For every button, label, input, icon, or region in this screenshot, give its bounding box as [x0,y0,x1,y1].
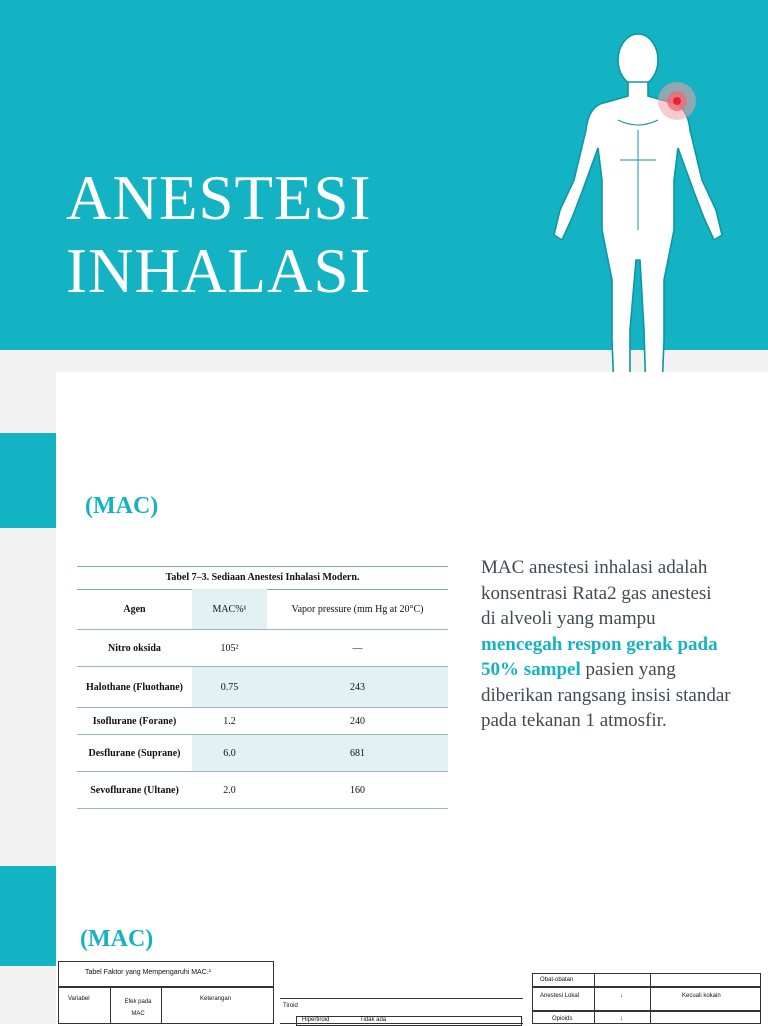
cell-agent: Sevoflurane (Ultane) [90,784,179,796]
table-caption: Tabel 7–3. Sediaan Anestesi Inhalasi Modern. [77,566,448,590]
mac-heading: (MAC) [85,493,159,519]
cell-mac: 105² [192,630,267,666]
cell-vapor: 160 [350,784,365,796]
obat-label: Obat-obatan [540,977,574,983]
cell-agent: Nitro oksida [108,642,161,654]
cell-mac: 2.0 [223,784,236,796]
table-row [77,735,448,772]
factors-table-title: Tabel Faktor yang Mempengaruhi MAC.¹ [85,969,212,976]
header-vapor: Vapor pressure (mm Hg at 20°C) [291,603,424,615]
definition-text-end: pasien yang diberikan rangsang insisi standar pada tekanan 1 atmosfir. [481,659,731,731]
table-header-row [77,589,448,630]
hipertiroid-row [296,1016,522,1026]
mac-definition-text [481,555,731,734]
tidak-ada-label: Tidak ada [360,1017,387,1023]
human-body-illustration [540,30,740,410]
header-efek: Efek pada MAC [124,999,152,1017]
table-row [77,630,448,667]
tiroid-label: Tiroid [283,1003,298,1009]
cell-mac: 1.2 [223,715,236,727]
title-line-2: INHALASI [66,236,372,306]
cell-agent: Desflurane (Suprane) [88,747,181,759]
title-line-1: ANESTESI [66,163,372,233]
header-keterangan: Keterangan [200,996,232,1002]
cell-agent: Isoflurane (Forane) [92,715,177,727]
opioids-effect: ↓ [620,1016,623,1022]
definition-text-start: MAC anestesi inhalasi adalah konsentrasi Rata2 gas anestesi di alveoli yang mampu [481,557,712,629]
definition-highlight: mencegah respon gerak pada 50% sampel [481,633,718,680]
anestesi-lokal-effect: ↓ [620,993,623,999]
cell-vapor: 681 [267,735,448,771]
header-agen: Agen [123,603,146,615]
table-row [77,708,448,735]
opioids-label: Opioids [552,1016,573,1022]
anestesi-lokal-label: Anestesi Lokal [540,993,580,999]
mac-heading-2: (MAC) [80,926,154,952]
table-row [77,772,448,809]
cell-vapor: 240 [350,715,365,727]
header-mac: MAC%¹ [192,589,267,629]
slide-title [66,162,372,308]
cell-vapor: 243 [267,667,448,707]
factors-table-header [58,987,274,1024]
rail-accent [0,433,56,528]
cell-agent: Halothane (Fluothane) [86,681,183,693]
cell-vapor: — [352,642,363,654]
cell-mac: 0.75 [192,667,267,707]
table-row [77,667,448,708]
hipertiroid-label: Hipertiroid [302,1017,330,1023]
header-variabel: Variabel [68,996,90,1002]
cell-mac: 6.0 [192,735,267,771]
rail-accent [0,866,56,966]
anestesi-lokal-note: Kecuali kokain [682,993,721,999]
